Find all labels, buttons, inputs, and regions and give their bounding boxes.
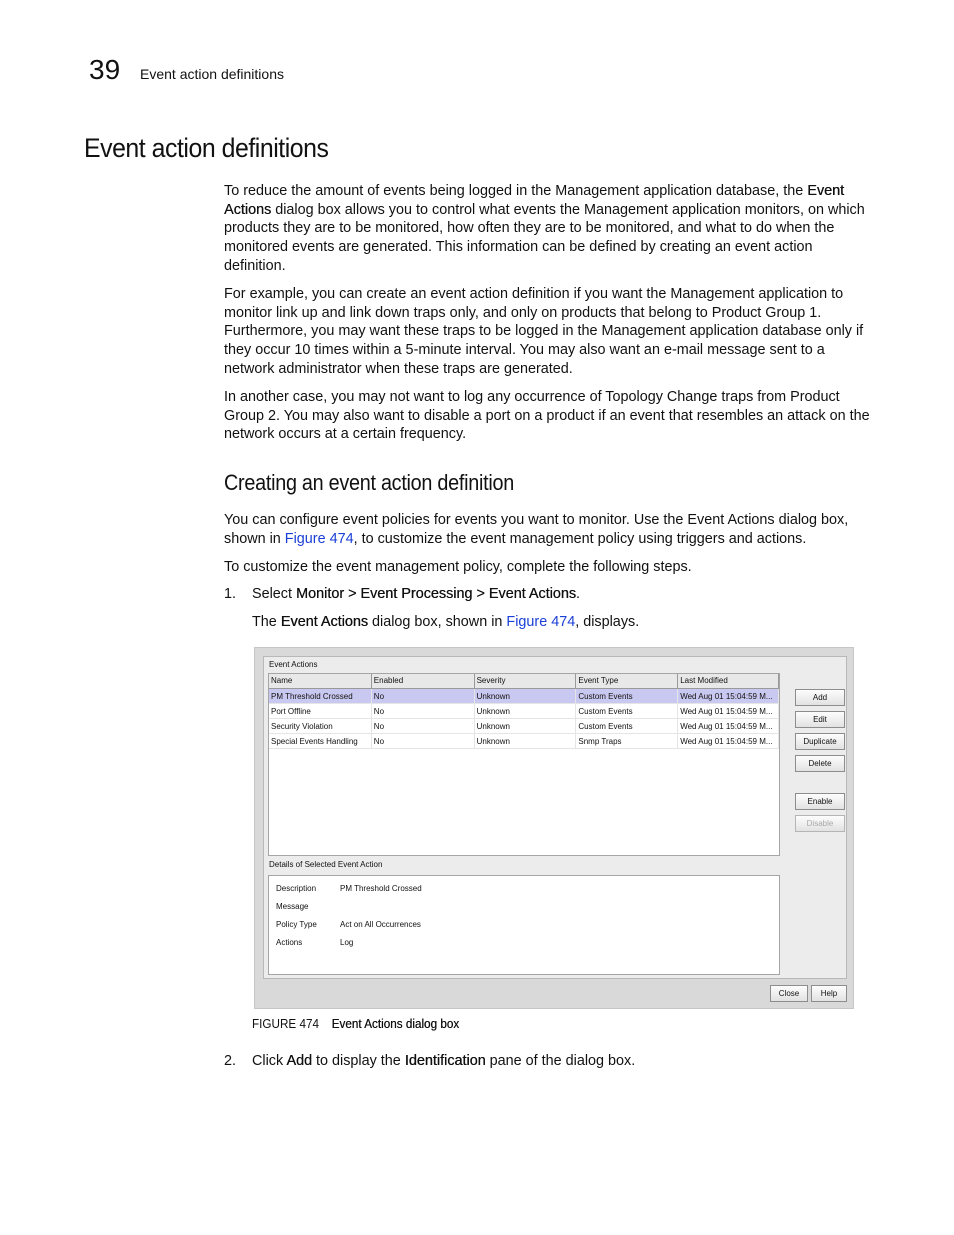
cell-event-type: Snmp Traps <box>576 734 678 748</box>
details-title: Details of Selected Event Action <box>269 860 383 869</box>
description-value: PM Threshold Crossed <box>340 884 422 893</box>
creating-paragraph-2: To customize the event management policy, complete the following steps. <box>224 559 692 575</box>
disable-button[interactable]: Disable <box>795 815 845 832</box>
cell-enabled: No <box>372 719 475 733</box>
intro-paragraph-3: In another case, you may not want to log any occurrence of Topology Change traps from Product Group 2. You may also want to disable a port on a product if an event that resembles an attack on the network occurs at a certain frequency. <box>224 389 870 443</box>
cell-last-modified: Wed Aug 01 15:04:59 M... <box>678 704 779 718</box>
step-number: 1. <box>224 586 237 602</box>
pane-title: Event Actions <box>269 660 318 669</box>
column-header-enabled[interactable]: Enabled <box>372 674 475 688</box>
cell-enabled: No <box>372 689 475 703</box>
table-row[interactable] <box>269 689 779 704</box>
cell-enabled: No <box>372 734 475 748</box>
table-row[interactable] <box>269 704 779 719</box>
cell-name: PM Threshold Crossed <box>269 689 372 703</box>
cell-last-modified: Wed Aug 01 15:04:59 M... <box>678 734 779 748</box>
figure-link[interactable]: Figure 474 <box>506 614 576 630</box>
table-row[interactable] <box>269 734 779 749</box>
description-label: Description <box>276 884 317 893</box>
step-1-note: The Event Actions dialog box, shown in Figure 474, displays. <box>252 614 640 630</box>
intro-paragraph-2: For example, you can create an event action definition if you want the Management application to monitor link up and link down traps only, and only on products that belong to Product Group 1. Furthermore, you may want these traps to be logged in the Management application database only if they occur 10 times within a 5-minute interval. You may also want an e-mail message sent to a network administrator when these traps are generated. <box>224 286 864 377</box>
message-label: Message <box>276 902 309 911</box>
subsection-title: Creating an event action definition <box>224 470 514 495</box>
column-header-name[interactable]: Name <box>269 674 372 688</box>
cell-severity: Unknown <box>475 719 577 733</box>
cell-name: Port Offline <box>269 704 372 718</box>
duplicate-button[interactable]: Duplicate <box>795 733 845 750</box>
cell-severity: Unknown <box>475 689 577 703</box>
chapter-number: 39 <box>89 54 121 85</box>
actions-label: Actions <box>276 938 303 947</box>
column-header-last-modified[interactable]: Last Modified <box>678 674 779 688</box>
cell-enabled: No <box>372 704 475 718</box>
figure-link[interactable]: Figure 474 <box>284 530 354 547</box>
add-button[interactable]: Add <box>795 689 845 706</box>
help-button[interactable]: Help <box>811 985 847 1002</box>
table-header <box>269 674 779 689</box>
step-1-text: Select Monitor > Event Processing > Event Actions. <box>252 586 580 602</box>
column-header-severity[interactable]: Severity <box>475 674 577 688</box>
event-actions-dialog <box>254 647 854 1009</box>
cell-name: Special Events Handling <box>269 734 372 748</box>
figure-caption <box>252 1016 472 1031</box>
figure-label: FIGURE 474 <box>252 1016 319 1031</box>
cell-name: Security Violation <box>269 719 372 733</box>
event-actions-table <box>268 673 780 856</box>
step-number: 2. <box>224 1053 237 1069</box>
step-2-text: Click Add to display the Identification pane of the dialog box. <box>252 1053 636 1069</box>
policy-type-value: Act on All Occurrences <box>340 920 421 929</box>
cell-severity: Unknown <box>475 734 577 748</box>
figure-caption-text: Event Actions dialog box <box>331 1016 460 1031</box>
policy-type-label: Policy Type <box>276 920 317 929</box>
edit-button[interactable]: Edit <box>795 711 845 728</box>
cell-event-type: Custom Events <box>576 719 678 733</box>
column-header-event-type[interactable]: Event Type <box>576 674 678 688</box>
cell-event-type: Custom Events <box>576 704 678 718</box>
cell-event-type: Custom Events <box>576 689 678 703</box>
details-panel <box>268 875 780 975</box>
table-row[interactable] <box>269 719 779 734</box>
event-actions-pane <box>263 656 847 979</box>
cell-last-modified: Wed Aug 01 15:04:59 M... <box>678 719 779 733</box>
enable-button[interactable]: Enable <box>795 793 845 810</box>
actions-value: Log <box>340 938 354 947</box>
cell-severity: Unknown <box>475 704 577 718</box>
chapter-title: Event action definitions <box>140 66 284 82</box>
intro-paragraph-1: To reduce the amount of events being logged in the Management application database, the Event Actions dialog box allows you to control what events the Management application monitors, on which products they are to be monitored, how often they are to be monitored, and what to do when the monitored events are generated. This information can be defined by creating an event action definition. <box>224 183 865 274</box>
section-title: Event action definitions <box>84 133 329 163</box>
creating-paragraph-1: You can configure event policies for events you want to monitor. Use the Event Actions dialog box, shown in Figure 474, to customize the event management policy using triggers and actions. <box>224 512 849 547</box>
cell-last-modified: Wed Aug 01 15:04:59 M... <box>678 689 779 703</box>
delete-button[interactable]: Delete <box>795 755 845 772</box>
close-button[interactable]: Close <box>770 985 808 1002</box>
